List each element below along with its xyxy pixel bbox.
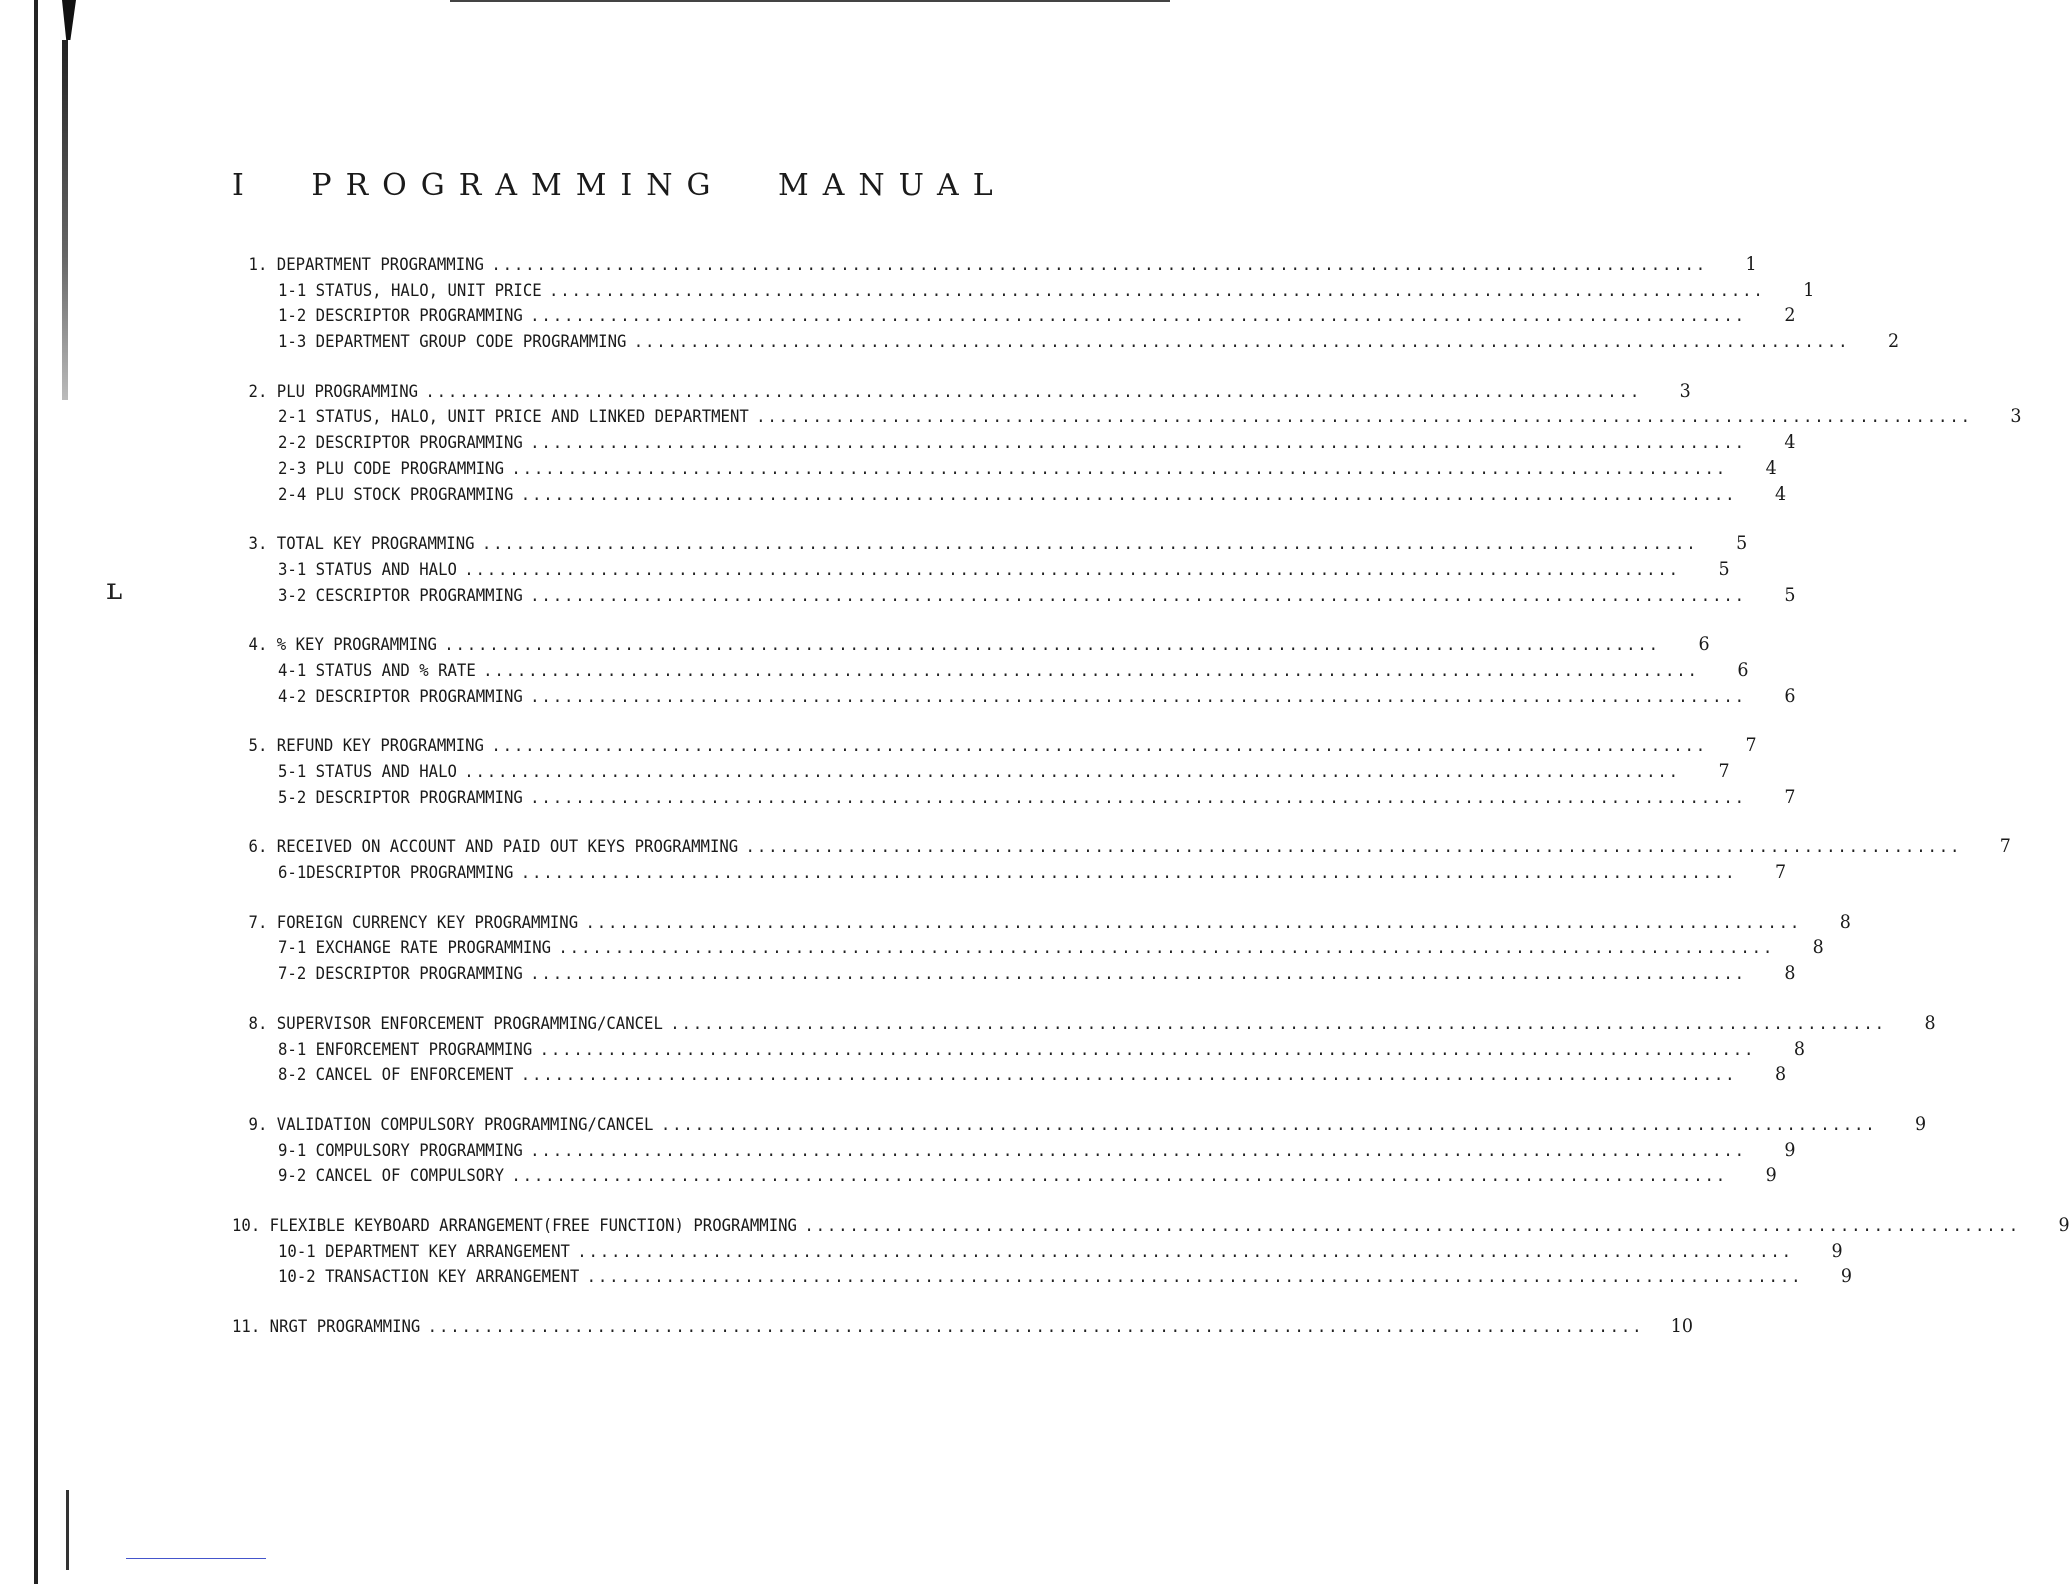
toc-page-number: 3 xyxy=(2010,405,2022,428)
toc-page-number: 5 xyxy=(1784,583,1796,606)
toc-leader-dots: ............................................................................................................ xyxy=(444,635,1660,656)
toc-leader-dots: ............................................................................................................ xyxy=(660,1114,1877,1135)
title-numeral: I xyxy=(232,168,258,203)
title-word-programming: PROGRAMMING xyxy=(311,168,725,203)
toc-entry xyxy=(232,1213,2070,1239)
toc-page-number: 9 xyxy=(1765,1164,1777,1187)
toc-subentry xyxy=(232,303,1796,329)
toc-page-number: 2 xyxy=(1887,330,1900,353)
toc-entry-label: 2-2 DESCRIPTOR PROGRAMMING xyxy=(278,433,523,454)
toc-subentry xyxy=(232,278,1815,304)
toc-subentry xyxy=(232,1163,1777,1189)
toc-page-number: 9 xyxy=(1784,1138,1796,1161)
toc-entry-label: 1. DEPARTMENT PROGRAMMING xyxy=(248,255,484,275)
toc-page-number: 7 xyxy=(1745,734,1757,757)
toc-entry-label: 7-1 EXCHANGE RATE PROGRAMMING xyxy=(278,938,552,959)
toc-subentry xyxy=(232,482,1787,508)
toc-entry-label: 11. NRGT PROGRAMMING xyxy=(232,1317,421,1337)
toc-page-number: 3 xyxy=(1679,379,1691,402)
toc-leader-dots: ............................................................................................................ xyxy=(530,1140,1746,1161)
toc-entry xyxy=(232,733,1757,759)
toc-section xyxy=(232,379,2022,507)
toc-leader-dots: ............................................................................................................ xyxy=(464,762,1680,782)
toc-section xyxy=(232,910,1851,987)
toc-leader-dots: ............................................................................................................ xyxy=(530,787,1746,808)
toc-entry-label: 4-1 STATUS AND % RATE xyxy=(278,660,476,681)
scan-smudge-mark: ʟ xyxy=(106,572,123,607)
toc-entry xyxy=(232,1314,1694,1340)
toc-entry xyxy=(232,1112,1927,1138)
toc-page-number: 9 xyxy=(1840,1265,1853,1288)
toc-page-number: 8 xyxy=(1812,936,1824,959)
scan-corner-mark xyxy=(62,0,76,40)
toc-leader-dots: ............................................................................................................ xyxy=(633,332,1850,353)
toc-leader-dots: ............................................................................................................ xyxy=(586,1267,1803,1288)
toc-page-number: 8 xyxy=(1774,1063,1787,1086)
toc-subentry xyxy=(232,1264,1853,1290)
toc-page-number: 9 xyxy=(1831,1239,1843,1262)
toc-entry xyxy=(232,379,1691,405)
toc-page-number: 7 xyxy=(1999,835,2011,858)
toc-page-number: 1 xyxy=(1803,278,1815,301)
toc-section xyxy=(232,834,2011,885)
toc-entry xyxy=(232,1011,1936,1037)
toc-entry-label: 6-1DESCRIPTOR PROGRAMMING xyxy=(278,863,514,884)
toc-entry-label: 1-2 DESCRIPTOR PROGRAMMING xyxy=(278,306,523,327)
toc-entry-label: 2-3 PLU CODE PROGRAMMING xyxy=(278,458,504,479)
toc-entry-label: 8-1 ENFORCEMENT PROGRAMMING xyxy=(278,1039,533,1060)
toc-leader-dots: ............................................................................................................ xyxy=(804,1215,2020,1236)
toc-section xyxy=(232,1314,1694,1340)
toc-page-number: 8 xyxy=(1784,962,1796,985)
toc-page-number: 8 xyxy=(1839,910,1851,933)
page-title xyxy=(232,168,1052,203)
toc-section xyxy=(232,1213,2070,1290)
toc-entry xyxy=(232,531,1748,557)
toc-leader-dots: ............................................................................................................ xyxy=(481,534,1698,555)
toc-page-number: 4 xyxy=(1784,431,1796,454)
toc-leader-dots: ............................................................................................................ xyxy=(530,433,1746,454)
toc-page-number: 8 xyxy=(1793,1037,1805,1060)
toc-leader-dots: ............................................................................................................ xyxy=(511,1166,1728,1187)
toc-section xyxy=(232,1011,1936,1088)
toc-entry-label: 10. FLEXIBLE KEYBOARD ARRANGEMENT(FREE FUNCTION) PROGRAMMING xyxy=(232,1215,797,1236)
toc-section xyxy=(232,1112,1927,1189)
toc-subentry xyxy=(232,456,1777,482)
toc-leader-dots: ............................................................................................................ xyxy=(520,484,1737,505)
toc-leader-dots: ............................................................................................................ xyxy=(670,1013,1886,1034)
toc-subentry xyxy=(232,759,1730,785)
toc-entry-label: 9-1 COMPULSORY PROGRAMMING xyxy=(278,1140,523,1161)
toc-entry-label: 4-2 DESCRIPTOR PROGRAMMING xyxy=(278,686,523,707)
toc-page-number: 5 xyxy=(1736,532,1748,555)
toc-section xyxy=(232,531,1796,608)
toc-leader-dots: ............................................................................................................ xyxy=(585,912,1802,933)
toc-subentry xyxy=(232,1037,1805,1063)
table-of-contents xyxy=(232,252,2070,1364)
toc-section xyxy=(232,733,1796,810)
toc-leader-dots: ............................................................................................................ xyxy=(464,559,1680,580)
toc-entry-label: 3-1 STATUS AND HALO xyxy=(278,559,457,580)
toc-entry-label: 2-1 STATUS, HALO, UNIT PRICE AND LINKED DEPARTMENT xyxy=(278,407,749,428)
toc-leader-dots: ............................................................................................................ xyxy=(491,736,1707,757)
toc-section xyxy=(232,252,1900,355)
toc-page-number: 4 xyxy=(1774,482,1787,505)
toc-entry-label: 6. RECEIVED ON ACCOUNT AND PAID OUT KEYS PROGRAMMING xyxy=(248,837,739,858)
toc-entry-label: 9. VALIDATION COMPULSORY PROGRAMMING/CANCEL xyxy=(248,1114,654,1135)
toc-leader-dots: ............................................................................................................ xyxy=(425,381,1642,402)
toc-subentry xyxy=(232,430,1796,456)
toc-leader-dots: ............................................................................................................ xyxy=(483,660,1699,681)
toc-page-number: 6 xyxy=(1737,658,1749,681)
toc-subentry xyxy=(232,961,1796,987)
toc-subentry xyxy=(232,583,1796,609)
toc-entry-label: 4. % KEY PROGRAMMING xyxy=(248,635,437,656)
toc-subentry xyxy=(232,684,1796,710)
toc-subentry xyxy=(232,935,1824,961)
toc-subentry xyxy=(232,785,1796,811)
toc-subentry xyxy=(232,860,1787,886)
toc-page-number: 7 xyxy=(1774,861,1787,884)
toc-section xyxy=(232,632,1796,709)
toc-entry-label: 3-2 CESCRIPTOR PROGRAMMING xyxy=(278,585,523,606)
toc-entry-label: 7. FOREIGN CURRENCY KEY PROGRAMMING xyxy=(248,912,579,933)
toc-leader-dots: ............................................................................................................ xyxy=(520,863,1737,884)
toc-page-number: 8 xyxy=(1924,1011,1936,1034)
toc-leader-dots: ............................................................................................................ xyxy=(530,306,1746,327)
toc-subentry xyxy=(232,1062,1787,1088)
toc-entry-label: 2-4 PLU STOCK PROGRAMMING xyxy=(278,484,514,505)
toc-entry-label: 5. REFUND KEY PROGRAMMING xyxy=(248,736,484,757)
scan-edge-inner xyxy=(62,40,68,400)
toc-page-number: 5 xyxy=(1718,557,1730,580)
toc-page-number: 10 xyxy=(1670,1315,1694,1337)
toc-entry xyxy=(232,632,1710,658)
toc-leader-dots: ............................................................................................................ xyxy=(756,407,1972,428)
scan-edge-bottom xyxy=(66,1490,69,1570)
toc-leader-dots: ............................................................................................................ xyxy=(549,280,1765,301)
toc-page-number: 9 xyxy=(1915,1112,1927,1135)
toc-entry-label: 1-1 STATUS, HALO, UNIT PRICE xyxy=(278,280,542,301)
toc-leader-dots: ............................................................................................................ xyxy=(530,686,1746,707)
toc-entry xyxy=(232,910,1851,936)
toc-entry-label: 10-1 DEPARTMENT KEY ARRANGEMENT xyxy=(278,1241,570,1262)
toc-leader-dots: ............................................................................................................ xyxy=(577,1241,1793,1262)
toc-subentry xyxy=(232,329,1900,355)
toc-page-number: 7 xyxy=(1784,785,1796,808)
toc-entry-label: 8-2 CANCEL OF ENFORCEMENT xyxy=(278,1065,514,1086)
toc-leader-dots: ............................................................................................................ xyxy=(511,458,1728,479)
toc-entry-label: 8. SUPERVISOR ENFORCEMENT PROGRAMMING/CANCEL xyxy=(248,1013,663,1034)
title-word-manual: MANUAL xyxy=(778,168,1007,203)
toc-entry-label: 7-2 DESCRIPTOR PROGRAMMING xyxy=(278,964,523,985)
toc-entry-label: 5-1 STATUS AND HALO xyxy=(278,762,457,782)
top-rule xyxy=(450,0,1170,2)
toc-page-number: 1 xyxy=(1745,253,1757,275)
toc-entry-label: 1-3 DEPARTMENT GROUP CODE PROGRAMMING xyxy=(278,332,627,353)
toc-entry-label: 10-2 TRANSACTION KEY ARRANGEMENT xyxy=(278,1267,580,1288)
toc-leader-dots: ............................................................................................................ xyxy=(530,964,1746,985)
toc-leader-dots: ............................................................................................................ xyxy=(530,585,1746,606)
toc-entry xyxy=(232,252,1757,278)
toc-leader-dots: ............................................................................................................ xyxy=(520,1065,1737,1086)
toc-page-number: 7 xyxy=(1718,760,1730,782)
toc-subentry xyxy=(232,557,1730,583)
toc-entry-label: 2. PLU PROGRAMMING xyxy=(248,381,419,402)
toc-page-number: 9 xyxy=(2058,1213,2070,1236)
toc-entry-label: 3. TOTAL KEY PROGRAMMING xyxy=(248,534,475,555)
toc-entry-label: 5-2 DESCRIPTOR PROGRAMMING xyxy=(278,787,523,808)
toc-page-number: 2 xyxy=(1784,304,1796,327)
toc-subentry xyxy=(232,404,2022,430)
toc-leader-dots: ............................................................................................................ xyxy=(558,938,1775,959)
toc-entry-label: 9-2 CANCEL OF COMPULSORY xyxy=(278,1166,504,1187)
toc-leader-dots: ............................................................................................................ xyxy=(491,255,1707,275)
toc-page-number: 6 xyxy=(1698,633,1710,656)
toc-subentry xyxy=(232,1138,1796,1164)
toc-leader-dots: ............................................................................................................ xyxy=(427,1317,1644,1337)
scan-edge-left xyxy=(34,0,38,1584)
toc-page-number: 4 xyxy=(1765,456,1777,479)
toc-subentry xyxy=(232,658,1749,684)
bottom-rule xyxy=(126,1558,266,1559)
toc-leader-dots: ............................................................................................................ xyxy=(745,837,1962,858)
toc-leader-dots: ............................................................................................................ xyxy=(539,1039,1756,1060)
toc-entry xyxy=(232,834,2011,860)
toc-subentry xyxy=(232,1239,1843,1265)
toc-page-number: 6 xyxy=(1784,684,1796,707)
